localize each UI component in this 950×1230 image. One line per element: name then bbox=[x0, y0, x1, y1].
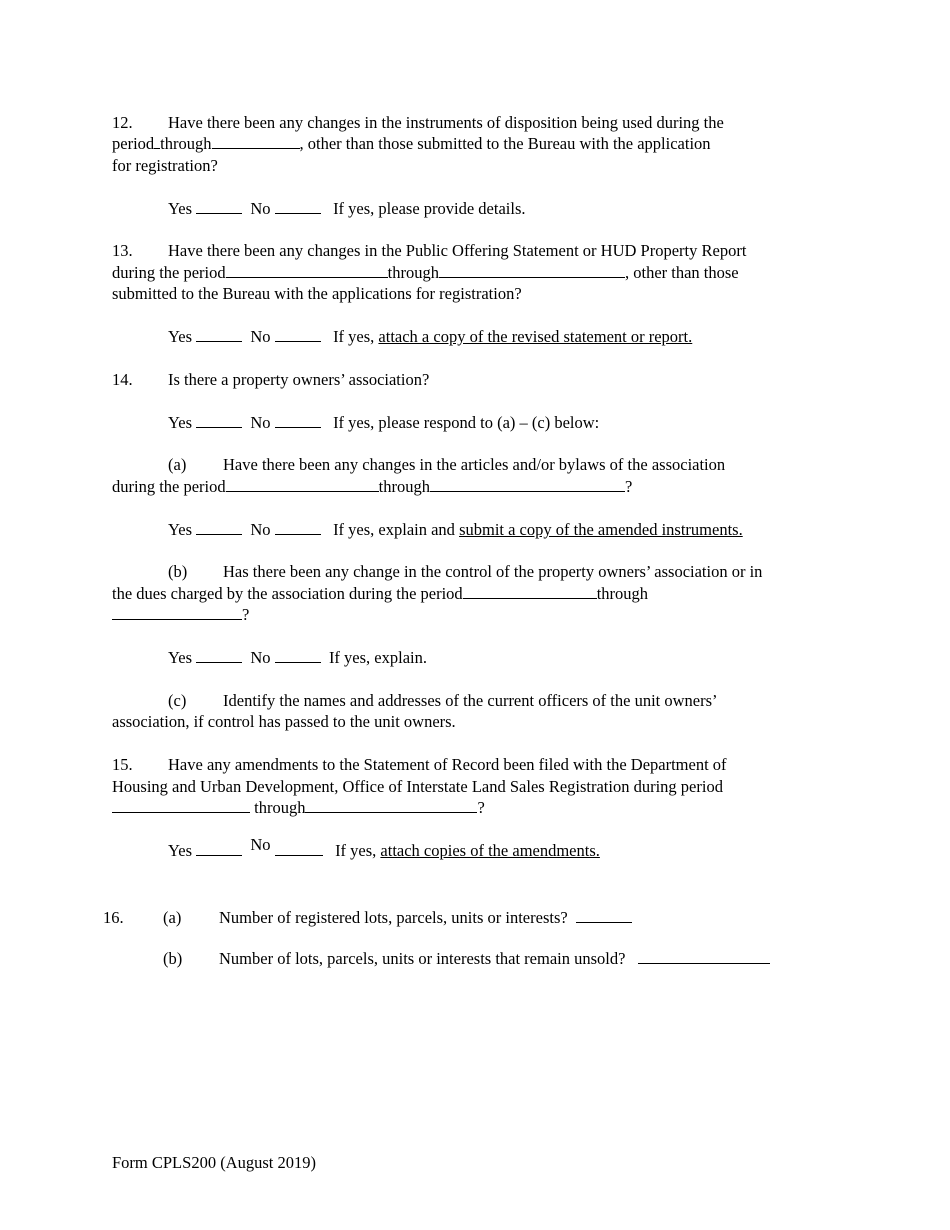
q15-line2 bbox=[112, 777, 723, 797]
q15-line3 bbox=[112, 798, 485, 818]
q14b-no-field[interactable] bbox=[275, 648, 321, 663]
q14-line1 bbox=[112, 370, 429, 390]
q13-no-field[interactable] bbox=[275, 327, 321, 342]
q13-no-label: No bbox=[250, 327, 271, 346]
q14-no-label: No bbox=[250, 413, 271, 432]
q14a-text-line1: Have there been any changes in the articles and/or bylaws of the association bbox=[223, 455, 726, 474]
q16a-row bbox=[103, 908, 632, 928]
q13-period-start-field[interactable] bbox=[226, 263, 388, 278]
q15-period-end-field[interactable] bbox=[305, 798, 477, 813]
q12-period-label: period bbox=[112, 134, 155, 153]
q15-instruction-link: attach copies of the amendments. bbox=[380, 841, 600, 860]
q15-yes-label: Yes bbox=[168, 841, 193, 860]
q13-through-label: through bbox=[387, 263, 439, 282]
q16a-text: Number of registered lots, parcels, units or interests? bbox=[219, 908, 568, 927]
q15-end: ? bbox=[477, 798, 485, 817]
q12-yes-label: Yes bbox=[168, 199, 193, 218]
q12-yes-field[interactable] bbox=[196, 199, 242, 214]
q13-text-line3: submitted to the Bureau with the applications for registration? bbox=[112, 284, 522, 303]
q14-question: Is there a property owners’ association? bbox=[168, 370, 430, 389]
q14a-label: (a) bbox=[168, 455, 187, 474]
q15-answer-row bbox=[168, 835, 600, 861]
q14a-no-label: No bbox=[250, 520, 271, 539]
q14b-answer-row bbox=[168, 648, 427, 668]
q16b-text: Number of lots, parcels, units or interests that remain unsold? bbox=[219, 949, 626, 968]
q12-no-label: No bbox=[250, 199, 271, 218]
q14c-label: (c) bbox=[168, 691, 187, 710]
q14b-period-start-field[interactable] bbox=[463, 584, 597, 599]
q13-text-line1: Have there been any changes in the Public Offering Statement or HUD Property Report bbox=[168, 241, 747, 260]
q12-number: 12. bbox=[112, 113, 133, 132]
q12-instruction: If yes, please provide details. bbox=[333, 199, 526, 218]
q15-through-label: through bbox=[254, 798, 306, 817]
q16a-label: (a) bbox=[163, 908, 182, 927]
q13-line3 bbox=[112, 284, 522, 304]
q14c-line2 bbox=[112, 712, 456, 732]
q12-line2 bbox=[112, 134, 711, 154]
q15-instruction-prefix: If yes, bbox=[335, 841, 377, 860]
q15-text-line2: Housing and Urban Development, Office of Interstate Land Sales Registration during period bbox=[112, 777, 723, 796]
q13-line1 bbox=[112, 241, 746, 261]
q14a-through-label: through bbox=[378, 477, 430, 496]
q14a-instruction-link: submit a copy of the amended instruments. bbox=[459, 520, 743, 539]
q12-line3 bbox=[112, 156, 218, 176]
q14b-text-line1: Has there been any change in the control of the property owners’ association or in bbox=[223, 562, 763, 581]
q14a-yes-label: Yes bbox=[168, 520, 193, 539]
q14-instruction: If yes, please respond to (a) – (c) below: bbox=[333, 413, 600, 432]
q15-yes-field[interactable] bbox=[196, 841, 242, 856]
q12-through-label: through bbox=[160, 134, 212, 153]
q13-yes-label: Yes bbox=[168, 327, 193, 346]
q14b-period-end-field[interactable] bbox=[112, 605, 242, 620]
q13-line2 bbox=[112, 263, 739, 283]
q13-number: 13. bbox=[112, 241, 133, 260]
footer bbox=[112, 1153, 316, 1173]
q14a-end: ? bbox=[624, 477, 633, 496]
q13-period-label: during the period bbox=[112, 263, 226, 282]
q14b-line3 bbox=[112, 605, 249, 625]
q14a-instruction-prefix: If yes, explain and bbox=[333, 520, 455, 539]
q14b-instruction: If yes, explain. bbox=[328, 648, 427, 667]
q13-answer-row bbox=[168, 327, 692, 347]
q14a-period-label: during the period bbox=[112, 477, 226, 496]
form-id: Form CPLS200 (August 2019) bbox=[112, 1153, 316, 1172]
q14c-text-line2: association, if control has passed to the unit owners. bbox=[112, 712, 456, 731]
q13-instruction-prefix: If yes, bbox=[333, 327, 375, 346]
q15-no-field[interactable] bbox=[275, 841, 323, 856]
q14b-label: (b) bbox=[168, 562, 188, 581]
q13-text-line2: , other than those bbox=[624, 263, 739, 282]
q13-instruction-link: attach a copy of the revised statement or report. bbox=[378, 327, 693, 346]
q14c-line1 bbox=[168, 691, 718, 711]
q14b-yes-field[interactable] bbox=[196, 648, 242, 663]
q14-answer-row bbox=[168, 413, 599, 433]
q14b-end: ? bbox=[242, 605, 250, 624]
q14b-yes-label: Yes bbox=[168, 648, 193, 667]
q12-text-line3: for registration? bbox=[112, 156, 218, 175]
q14-yes-label: Yes bbox=[168, 413, 193, 432]
q13-period-end-field[interactable] bbox=[439, 263, 625, 278]
q14b-line1 bbox=[168, 562, 762, 582]
q14b-through-label: through bbox=[596, 584, 649, 603]
q12-no-field[interactable] bbox=[275, 199, 321, 214]
q14b-text-line2: the dues charged by the association during the period bbox=[112, 584, 463, 603]
q15-text-line1: Have any amendments to the Statement of Record been filed with the Department of bbox=[168, 755, 727, 774]
q14a-answer-row bbox=[168, 520, 743, 540]
q16b-row bbox=[163, 949, 770, 969]
q14c-text-line1: Identify the names and addresses of the current officers of the unit owners’ bbox=[223, 691, 718, 710]
q13-yes-field[interactable] bbox=[196, 327, 242, 342]
q15-period-start-field[interactable] bbox=[112, 798, 250, 813]
q14-number: 14. bbox=[112, 370, 133, 389]
q12-text-line2: , other than those submitted to the Bureau with the application bbox=[299, 134, 711, 153]
q16b-field[interactable] bbox=[638, 949, 770, 964]
q14a-period-start-field[interactable] bbox=[226, 477, 379, 492]
q14a-yes-field[interactable] bbox=[196, 520, 242, 535]
q14b-line2 bbox=[112, 584, 648, 604]
q14a-line1 bbox=[168, 455, 725, 475]
q14a-line2 bbox=[112, 477, 632, 497]
q14a-no-field[interactable] bbox=[275, 520, 321, 535]
q16-number: 16. bbox=[103, 908, 124, 927]
q15-line1 bbox=[112, 755, 727, 775]
q12-line1 bbox=[112, 113, 724, 133]
q15-number: 15. bbox=[112, 755, 133, 774]
q14-no-field[interactable] bbox=[275, 413, 321, 428]
q12-answer-row bbox=[168, 199, 526, 219]
q14b-no-label: No bbox=[250, 648, 271, 667]
q14-yes-field[interactable] bbox=[196, 413, 242, 428]
q14a-period-end-field[interactable] bbox=[430, 477, 625, 492]
q16a-field[interactable] bbox=[576, 908, 632, 923]
q12-text-line1: Have there been any changes in the instruments of disposition being used during the bbox=[168, 113, 724, 132]
q15-no-label: No bbox=[250, 835, 271, 854]
q12-period-end-field[interactable] bbox=[212, 134, 300, 149]
q16b-label: (b) bbox=[163, 949, 183, 968]
